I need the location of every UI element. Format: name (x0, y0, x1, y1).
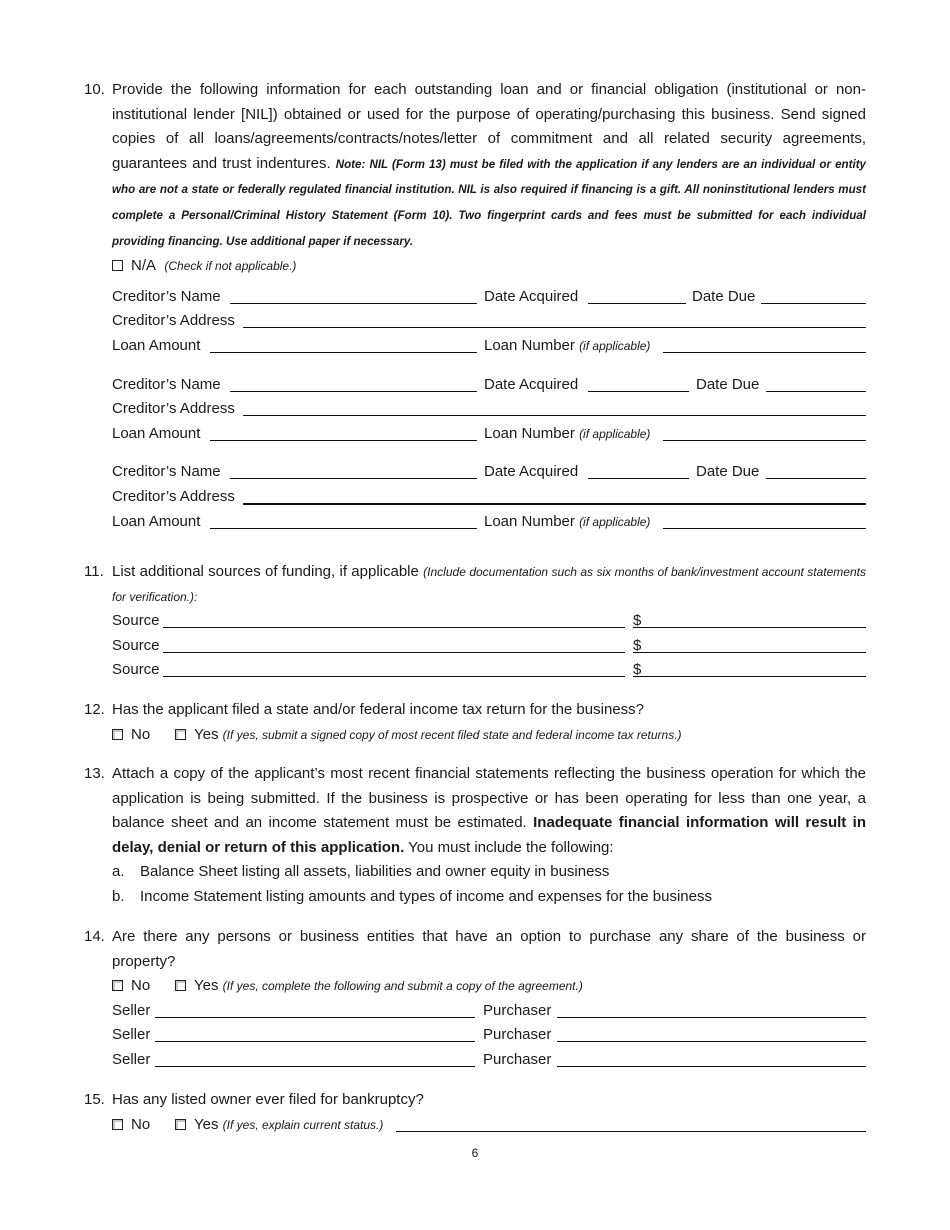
date-due-label: Date Due (692, 287, 756, 305)
seller-field[interactable] (155, 1041, 475, 1042)
yes-label: Yes (194, 1115, 219, 1133)
date-acquired-label: Date Acquired (484, 287, 579, 305)
loan-amount-label: Loan Amount (112, 424, 201, 442)
creditor-address-label: Creditor’s Address (112, 487, 235, 505)
loan-amount-row (112, 334, 866, 359)
yes-checkbox[interactable] (175, 980, 186, 991)
question-13-warning: Inadequate financial information will result in delay, denial or return of this application. (112, 814, 866, 856)
loan-number-field[interactable] (663, 528, 866, 529)
if-applicable-hint: (if applicable) (579, 514, 651, 529)
amount-field[interactable] (633, 627, 866, 628)
creditor-address-field[interactable] (243, 503, 866, 505)
question-text: Are there any persons or business entities that have an option to purchase any share of the business or property? (112, 928, 866, 970)
creditor-address-field[interactable] (243, 327, 866, 328)
question-11 (84, 560, 866, 683)
yes-no-row (112, 974, 866, 999)
no-label: No (131, 725, 151, 743)
question-number: 10. (84, 81, 105, 98)
question-11-text: List additional sources of funding, if applicable (112, 563, 424, 580)
dollar-sign: $ (633, 661, 642, 679)
purchaser-label: Purchaser (483, 1050, 552, 1068)
date-acquired-label: Date Acquired (484, 375, 579, 393)
date-due-field[interactable] (766, 478, 866, 479)
amount-field[interactable] (633, 676, 866, 677)
na-checkbox[interactable] (112, 260, 123, 271)
creditor-name-row (112, 460, 866, 485)
yes-label: Yes (194, 725, 219, 743)
purchaser-field[interactable] (557, 1041, 866, 1042)
dollar-sign: $ (633, 636, 642, 654)
question-13 (84, 762, 866, 910)
no-label: No (131, 977, 151, 995)
creditor-name-row (112, 285, 866, 310)
item-text: Income Statement listing amounts and types of income and expenses for the business (140, 887, 712, 905)
source-label: Source (112, 612, 160, 630)
seller-purchaser-row (112, 1048, 866, 1073)
if-applicable-hint: (if applicable) (579, 426, 651, 441)
dollar-sign: $ (633, 612, 642, 630)
if-applicable-hint: (if applicable) (579, 338, 651, 353)
required-items-list (112, 860, 866, 909)
source-row (112, 609, 866, 634)
date-acquired-label: Date Acquired (484, 463, 579, 481)
yes-hint: (If yes, complete the following and submit a copy of the agreement.) (222, 979, 583, 994)
source-label: Source (112, 661, 160, 679)
seller-label: Seller (112, 1001, 151, 1019)
loan-number-label: Loan Number (484, 424, 575, 442)
no-checkbox[interactable] (112, 729, 123, 740)
creditor-address-row (112, 397, 866, 422)
source-row (112, 658, 866, 683)
purchaser-label: Purchaser (483, 1001, 552, 1019)
page-number: 6 (471, 1146, 479, 1160)
creditor-block (112, 373, 866, 447)
purchaser-field[interactable] (557, 1017, 866, 1018)
yes-label: Yes (194, 977, 219, 995)
creditor-name-row (112, 373, 866, 398)
loan-amount-field[interactable] (210, 528, 477, 529)
seller-purchaser-row (112, 1023, 866, 1048)
na-hint: (Check if not applicable.) (164, 259, 297, 274)
yes-checkbox[interactable] (175, 729, 186, 740)
creditor-name-label: Creditor’s Name (112, 463, 221, 481)
creditor-address-label: Creditor’s Address (112, 312, 235, 330)
question-text (112, 560, 866, 609)
loan-amount-row (112, 510, 866, 535)
yes-hint: (If yes, submit a signed copy of most recent filed state and federal income tax returns.) (222, 727, 682, 742)
seller-label: Seller (112, 1026, 151, 1044)
date-due-label: Date Due (696, 463, 760, 481)
source-field[interactable] (163, 627, 625, 628)
creditor-block (112, 285, 866, 359)
creditor-address-row (112, 485, 866, 510)
date-due-field[interactable] (766, 391, 866, 392)
question-11-hint: (Include documentation such as six months of bank/investment account statements for verification.): (112, 565, 866, 604)
loan-amount-label: Loan Amount (112, 512, 201, 530)
loan-amount-label: Loan Amount (112, 336, 201, 354)
item-letter: b. (112, 887, 125, 905)
source-field[interactable] (163, 676, 625, 677)
creditor-name-field[interactable] (230, 478, 477, 479)
bankruptcy-explanation-field[interactable] (396, 1131, 866, 1132)
question-text: Has any listed owner ever filed for bankruptcy? (112, 1091, 424, 1108)
creditor-address-field[interactable] (243, 415, 866, 416)
source-label: Source (112, 636, 160, 654)
no-checkbox[interactable] (112, 1119, 123, 1130)
question-number: 11. (84, 563, 104, 580)
na-row (112, 254, 866, 279)
yes-hint: (If yes, explain current status.) (222, 1117, 384, 1132)
no-label: No (131, 1115, 151, 1133)
purchaser-field[interactable] (557, 1066, 866, 1067)
creditor-name-label: Creditor’s Name (112, 375, 221, 393)
question-14 (84, 925, 866, 1073)
yes-no-row (112, 1113, 866, 1138)
item-text: Balance Sheet listing all assets, liabilities and owner equity in business (140, 863, 610, 881)
na-label: N/A (131, 257, 157, 275)
loan-amount-field[interactable] (210, 440, 477, 441)
question-12 (84, 698, 866, 747)
question-10 (84, 78, 866, 534)
question-10-note: Note: NIL (Form 13) must be filed with the application if any lenders are an individual or entity who are not a state or federally regulated financial institution. NIL is also required if financing is a gift. All noninstitutional lenders must complete a Personal/Criminal History Statement (Form 10). Two fingerprint cards and fees must be submitted for each individual providing financing. Use additional paper if necessary. (112, 157, 866, 248)
question-10-text: Provide the following information for each outstanding loan and or financial obligation (institutional or non-institutional lender [NIL]) obtained or used for the purpose of operating/purchasing this business. Send signed copies of all loans/agreements/contracts/notes/letter of commitment and all related security agreements, guarantees and trust indentures. (112, 81, 866, 172)
question-13-text: Attach a copy of the applicant’s most recent financial statements reflecting the business operation for which the application is being submitted. If the business is prospective or has been operating for less than one year, a balance sheet and an income statement must be estimated. (112, 765, 866, 832)
seller-field[interactable] (155, 1017, 475, 1018)
date-acquired-field[interactable] (588, 391, 689, 392)
loan-number-field[interactable] (663, 440, 866, 441)
loan-number-field[interactable] (663, 352, 866, 353)
yes-no-row (112, 723, 866, 748)
date-acquired-field[interactable] (588, 303, 686, 304)
question-number: 12. (84, 701, 105, 718)
yes-checkbox[interactable] (175, 1119, 186, 1130)
source-row (112, 634, 866, 659)
question-text: Has the applicant filed a state and/or federal income tax return for the business? (112, 701, 644, 718)
creditor-name-label: Creditor’s Name (112, 287, 221, 305)
date-acquired-field[interactable] (588, 478, 689, 479)
seller-label: Seller (112, 1050, 151, 1068)
seller-purchaser-row (112, 999, 866, 1024)
list-item (112, 860, 866, 885)
item-letter: a. (112, 863, 125, 881)
seller-field[interactable] (155, 1066, 475, 1067)
creditor-address-row (112, 309, 866, 334)
creditor-address-label: Creditor’s Address (112, 400, 235, 418)
question-number: 13. (84, 765, 105, 782)
creditor-name-field[interactable] (230, 303, 477, 304)
loan-amount-row (112, 422, 866, 447)
purchaser-label: Purchaser (483, 1026, 552, 1044)
loan-number-label: Loan Number (484, 512, 575, 530)
loan-amount-field[interactable] (210, 352, 477, 353)
question-15 (84, 1088, 866, 1137)
date-due-label: Date Due (696, 375, 760, 393)
list-item (112, 885, 866, 910)
question-number: 14. (84, 928, 105, 945)
question-text (112, 762, 866, 860)
creditor-name-field[interactable] (230, 391, 477, 392)
question-text (112, 78, 866, 254)
question-13-tail: You must include the following: (404, 838, 614, 856)
question-number: 15. (84, 1091, 105, 1108)
creditor-block (112, 460, 866, 534)
amount-field[interactable] (633, 652, 866, 653)
date-due-field[interactable] (761, 303, 866, 304)
no-checkbox[interactable] (112, 980, 123, 991)
source-field[interactable] (163, 652, 625, 653)
loan-number-label: Loan Number (484, 336, 575, 354)
